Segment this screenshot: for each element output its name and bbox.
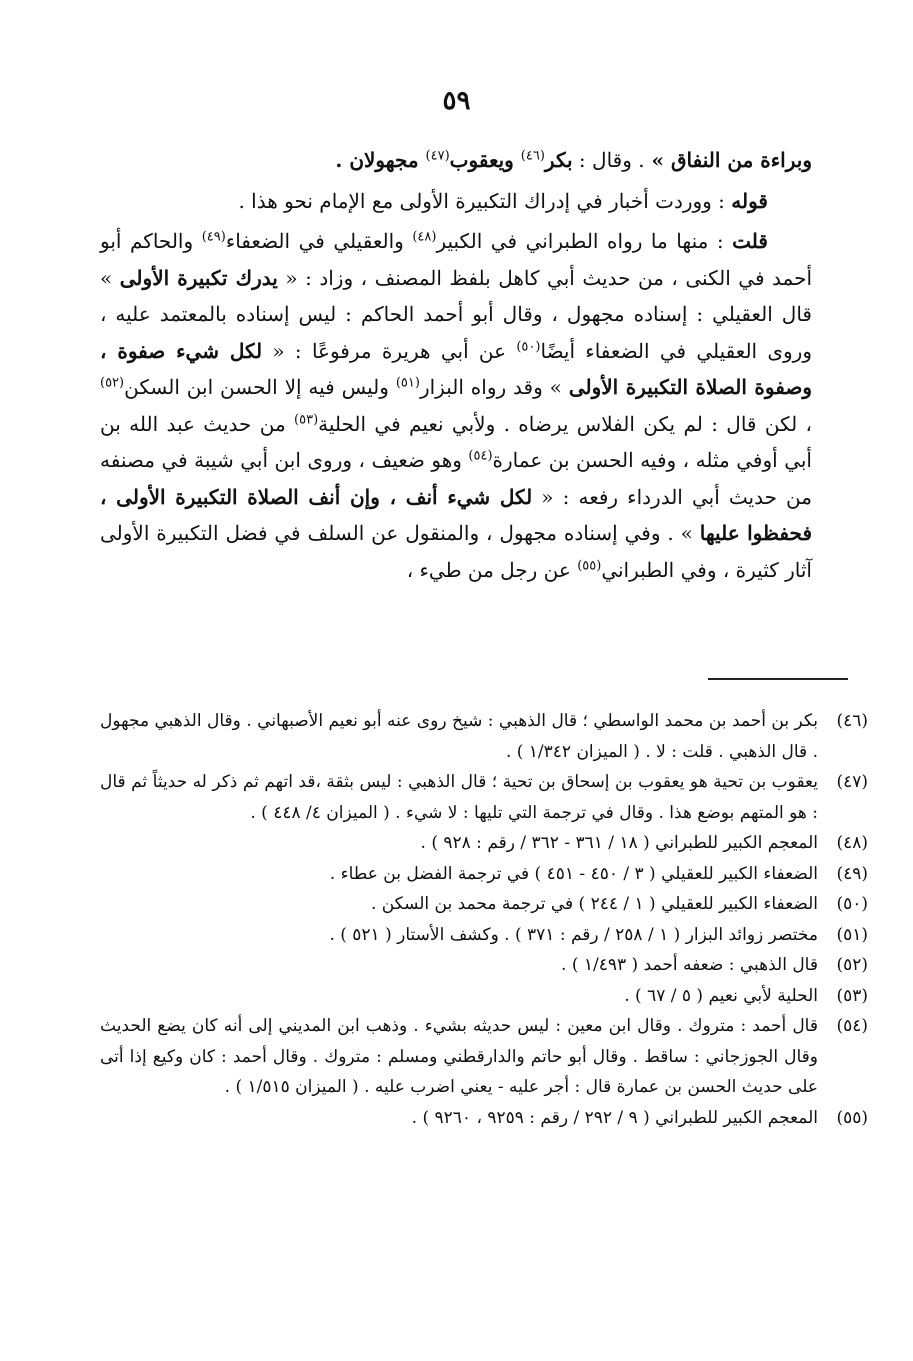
text-run: عن رجل من طيء ، — [406, 557, 578, 582]
footnote-number: (٤٧) — [836, 772, 868, 792]
text-run: وليس فيه إلا الحسن ابن السكن — [124, 375, 396, 399]
paragraph-continuation — [100, 142, 812, 179]
text-run: والعقيلي في الضعفاء — [225, 229, 413, 253]
footnote-number: (٤٩) — [836, 863, 868, 884]
paragraph-qultu — [100, 223, 812, 588]
text-run: . وقال : — [572, 148, 645, 172]
footnote-text: مختصر زوائد البزار ( ١ / ٢٥٨ / رقم : ٣٧١ ) . وكشف الأستار ( ٥٢١ ) . — [329, 924, 818, 945]
bold-text: لكل شيء أنف ، وإن أنف الصلاة التكبيرة الأولى ، فحفظوا عليها — [100, 484, 813, 545]
footnote-number: (٥٤) — [836, 1016, 868, 1036]
footnote-number: (٥٢) — [836, 955, 868, 975]
text-run: والحاكم أبو أحمد في الكنى ، من حديث أبي كاهل بلفظ المصنف ، وزاد : « — [100, 229, 813, 290]
footnote-item — [100, 828, 868, 859]
footnote-text: المعجم الكبير للطبراني ( ١٨ / ٣٦١ - ٣٦٢ / رقم : ٩٢٨ ) . — [420, 833, 818, 853]
footnote-separator — [708, 678, 848, 680]
text-run: عن أبي هريرة مرفوعًا : « — [262, 338, 517, 363]
text-run: » وقد رواه البزار — [419, 375, 569, 399]
text-run: » . وفي إسناده مجهول ، والمنقول عن السلف في فضل التكبيرة الأولى آثار كثيرة ، وفي الطبراني — [100, 521, 812, 582]
footnote-item — [100, 1103, 868, 1134]
bold-text: قوله — [731, 188, 768, 213]
bold-text: يدرك تكبيرة الأولى — [119, 265, 278, 290]
bold-text: قلت — [732, 229, 768, 253]
footnote-ref: (٥١) — [395, 375, 420, 391]
footnote-ref: (٥٥) — [577, 557, 602, 573]
text-run: » قال العقيلي : إسناده مجهول ، وقال أبو أحمد الحاكم : ليس إسناده بالمعتمد عليه ، وروى العقيلي في الضعفاء أيضًا — [100, 265, 812, 363]
page-number: ٥٩ — [442, 86, 471, 116]
text-run: : منها ما رواه الطبراني في الكبير — [436, 229, 733, 253]
footnote-item — [100, 1011, 868, 1103]
footnote-ref: (٤٨) — [412, 229, 437, 245]
bold-text: بكر — [544, 148, 573, 172]
text-run: وهو ضعيف ، وروى ابن أبي شيبة في مصنفه من حديث أبي الدرداء رفعه : « — [100, 448, 812, 509]
main-text — [100, 142, 812, 588]
footnote-ref: (٥٣) — [294, 411, 319, 427]
footnote-text: بكر بن أحمد بن محمد الواسطي ؛ قال الذهبي : شيخ روى عنه أبو نعيم الأصبهاني . وقال الذهبي مجهول . قال الذهبي . قلت : لا . ( الميزان ١/٣٤٢ ) . — [100, 711, 818, 762]
footnote-number: (٤٦) — [836, 711, 868, 731]
footnote-text: الضعفاء الكبير للعقيلي ( ٣ / ٤٥٠ - ٤٥١ ) في ترجمة الفضل بن عطاء . — [329, 863, 818, 884]
text-run: : ووردت أخبار في إدراك التكبيرة الأولى مع الإمام نحو هذا . — [238, 188, 732, 213]
footnote-ref: (٤٦) — [520, 148, 545, 164]
footnote-text: الضعفاء الكبير للعقيلي ( ١ / ٢٤٤ ) في ترجمة محمد بن السكن . — [370, 894, 818, 914]
text-run: من حديث عبد الله بن أبي أوفي مثله ، وفيه الحسن بن عمارة — [100, 411, 812, 472]
footnote-item — [100, 889, 868, 920]
footnote-ref: (٥٤) — [468, 448, 493, 464]
footnote-text: المعجم الكبير للطبراني ( ٩ / ٢٩٢ / رقم : ٩٢٥٩ ، ٩٢٦٠ ) . — [411, 1107, 818, 1128]
footnote-ref: (٥٠) — [516, 338, 541, 354]
bold-text: مجهولان . — [335, 148, 426, 172]
footnotes — [100, 706, 868, 1133]
footnote-text: قال الذهبي : ضعفه أحمد ( ١/٤٩٣ ) . — [561, 955, 818, 975]
footnote-item — [100, 981, 868, 1012]
footnote-text: يعقوب بن تحية هو يعقوب بن إسحاق بن تحية ؛ قال الذهبي : ليس بثقة ،قد اتهم ثم ذكر له حديثاً ثم قال : هو المتهم بوضع هذا . وقال في ترجمة التي تليها : لا شيء . ( الميزان ٤/ ٤٤٨ ) . — [100, 772, 818, 823]
footnote-item — [100, 920, 868, 951]
footnote-ref: (٤٩) — [201, 229, 226, 245]
footnote-item — [100, 859, 868, 890]
bold-text: ويعقوب — [449, 148, 521, 172]
text-run: ، لكن قال : لم يكن الفلاس يرضاه . ولأبي نعيم في الحلية — [318, 411, 812, 436]
footnote-item — [100, 767, 868, 828]
bold-text: وبراءة من النفاق » — [644, 148, 812, 172]
footnote-number: (٥٥) — [836, 1107, 868, 1128]
footnote-text: الحلية لأبي نعيم ( ٥ / ٦٧ ) . — [624, 985, 818, 1006]
footnote-number: (٥١) — [836, 924, 868, 945]
footnote-ref: (٤٧) — [425, 148, 450, 164]
footnote-item — [100, 950, 868, 981]
footnote-ref: (٥٢) — [100, 375, 125, 391]
footnote-item — [100, 706, 868, 767]
bold-text: لكل شيء صفوة ، وصفوة الصلاة التكبيرة الأولى — [100, 338, 813, 399]
footnote-number: (٤٨) — [836, 833, 868, 853]
footnote-number: (٥٣) — [836, 985, 868, 1006]
footnote-text: قال أحمد : متروك . وقال ابن معين : ليس حديثه بشيء . وذهب ابن المديني إلى أنه كان يضع الحديث وقال الجوزجاني : ساقط . وقال أبو حاتم والدارقطني ومسلم : متروك . وقال أحمد : كان وكيع إذا أتى على حديث الحسن بن عمارة قال : أجر عليه - يعني اضرب عليه . ( الميزان ١/٥١٥ ) . — [100, 1016, 818, 1097]
footnote-number: (٥٠) — [836, 894, 868, 914]
paragraph-qawluhu — [100, 183, 812, 220]
